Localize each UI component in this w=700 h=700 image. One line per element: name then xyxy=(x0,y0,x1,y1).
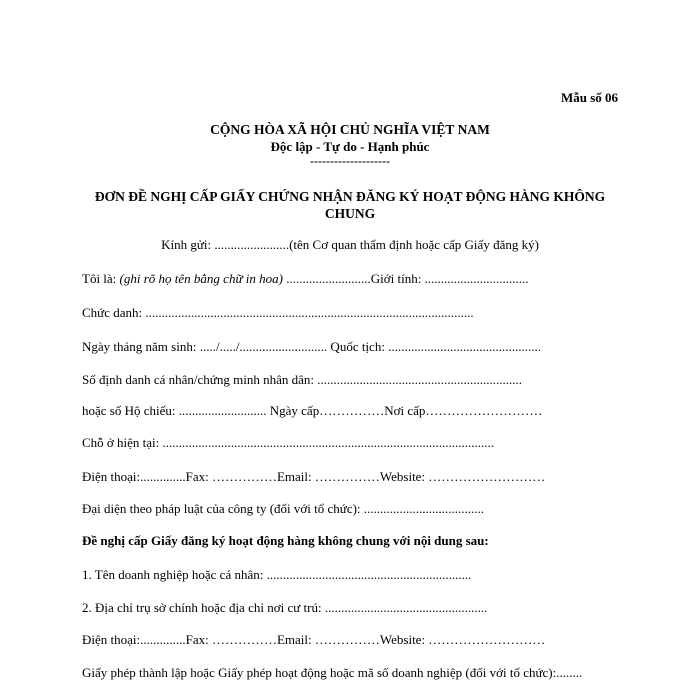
name-field-line xyxy=(82,271,529,287)
form-number: Mẫu số 06 xyxy=(560,90,618,105)
document-title: ĐƠN ĐỀ NGHỊ CẤP GIẤY CHỨNG NHẬN ĐĂNG KÝ HOẠT ĐỘNG HÀNG KHÔNG CHUNG xyxy=(94,189,606,221)
request-heading: Đề nghị cấp Giấy đăng ký hoạt động hàng không chung với nội dung sau: xyxy=(82,533,489,548)
header-divider: -------------------- xyxy=(310,154,390,168)
name-hint: (ghi rõ họ tên bằng chữ in hoa) xyxy=(119,271,283,286)
contact-line-2: Điện thoại:..............Fax: ……………Email: ……………Website: ……………………… xyxy=(82,632,546,647)
birth-nationality-line: Ngày tháng năm sinh: ...../...../........................... Quốc tịch: ............................................... xyxy=(82,339,541,354)
legal-representative-line: Đại diện theo pháp luật của công ty (đối với tổ chức): ..................................... xyxy=(82,501,485,516)
name-label: Tôi là: xyxy=(82,271,120,286)
greeting-line: Kính gửi: .......................(tên Cơ quan thẩm định hoặc cấp Giấy đăng ký) xyxy=(161,237,539,252)
license-line: Giấy phép thành lập hoặc Giấy phép hoạt động hoặc mã số doanh nghiệp (đối với tổ chức):........ xyxy=(82,665,583,680)
passport-line: hoặc số Hộ chiếu: ........................... Ngày cấp……………Nơi cấp……………………… xyxy=(82,403,543,418)
item-2-line: 2. Địa chỉ trụ sở chính hoặc địa chỉ nơi cư trú: .................................................. xyxy=(82,600,488,615)
national-motto: Độc lập - Tự do - Hạnh phúc xyxy=(270,139,430,154)
residence-line: Chỗ ở hiện tại: ...................................................................................................... xyxy=(82,435,495,450)
id-number-line: Số định danh cá nhân/chứng minh nhân dân: ............................................................... xyxy=(82,372,522,387)
position-field-line: Chức danh: ..................................................................................................... xyxy=(82,305,474,320)
item-1-line: 1. Tên doanh nghiệp hoặc cá nhân: ............................................................... xyxy=(82,567,472,582)
contact-line: Điện thoại:..............Fax: ……………Email: ……………Website: ……………………… xyxy=(82,469,546,484)
name-gender-blank: ..........................Giới tính: ................................ xyxy=(282,271,529,286)
national-header: CỘNG HÒA XÃ HỘI CHỦ NGHĨA VIỆT NAM xyxy=(210,122,490,137)
